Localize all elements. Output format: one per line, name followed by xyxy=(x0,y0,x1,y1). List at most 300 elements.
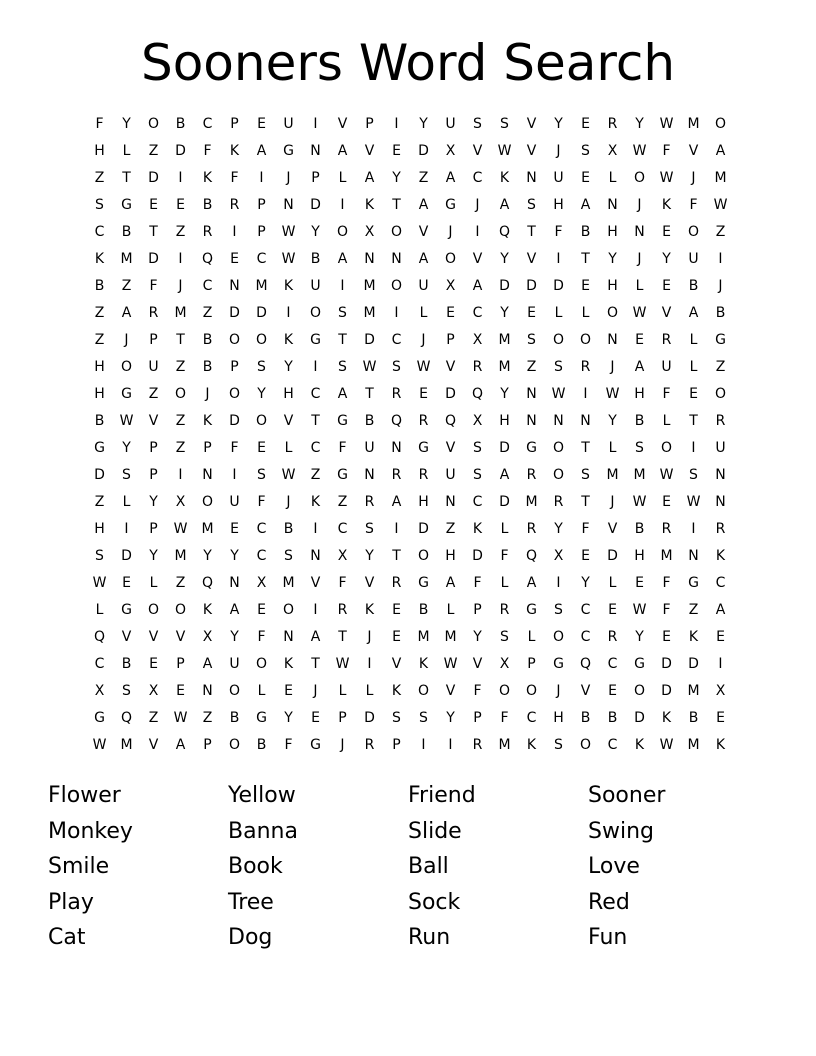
grid-letter: X xyxy=(445,143,456,159)
word-list-item: Red xyxy=(588,889,630,915)
grid-letter: S xyxy=(122,467,131,483)
grid-letter: T xyxy=(581,251,590,267)
grid-letter: O xyxy=(633,170,646,186)
grid-letter: L xyxy=(338,170,347,186)
grid-letter: W xyxy=(632,305,647,321)
grid-letter: M xyxy=(282,575,295,591)
grid-letter: Y xyxy=(554,116,563,132)
grid-letter: S xyxy=(689,467,698,483)
grid-letter: C xyxy=(94,656,105,672)
grid-letter: C xyxy=(310,440,321,456)
grid-letter: A xyxy=(310,629,321,645)
grid-letter: A xyxy=(391,494,402,510)
grid-letter: N xyxy=(607,197,618,213)
grid-letter: V xyxy=(391,656,402,672)
grid-letter: D xyxy=(607,548,618,564)
grid-letter: I xyxy=(394,305,399,321)
grid-letter: Z xyxy=(175,575,186,591)
grid-letter: O xyxy=(579,332,592,348)
grid-letter: E xyxy=(257,602,266,618)
word-list-item: Smile xyxy=(48,854,110,879)
grid-letter: C xyxy=(256,548,267,564)
grid-letter: O xyxy=(552,440,565,456)
grid-letter: W xyxy=(92,737,107,753)
grid-letter: Q xyxy=(93,629,106,645)
grid-letter: E xyxy=(392,629,401,645)
grid-letter: L xyxy=(365,683,374,699)
grid-letter: H xyxy=(94,521,105,537)
grid-letter: M xyxy=(525,494,538,510)
grid-letter: R xyxy=(526,467,537,483)
grid-letter: S xyxy=(338,305,347,321)
grid-letter: T xyxy=(338,332,347,348)
word-list-item: Slide xyxy=(408,818,462,844)
grid-letter: D xyxy=(472,548,483,564)
grid-letter: A xyxy=(202,656,213,672)
grid-letter: M xyxy=(687,116,700,132)
grid-letter: B xyxy=(202,359,213,375)
grid-letter: G xyxy=(688,575,699,591)
word-list-item: Cat xyxy=(48,925,86,950)
grid-letter: Z xyxy=(148,710,159,726)
grid-letter: X xyxy=(607,143,618,159)
word-list-item: Dog xyxy=(228,925,273,950)
grid-letter: K xyxy=(364,602,375,618)
grid-letter: W xyxy=(659,467,674,483)
grid-letter: H xyxy=(634,386,645,402)
grid-letter: B xyxy=(94,278,105,294)
grid-letter: K xyxy=(418,656,429,672)
grid-letter: W xyxy=(632,494,647,510)
grid-letter: G xyxy=(94,440,105,456)
grid-letter: G xyxy=(337,467,348,483)
grid-letter: R xyxy=(715,521,726,537)
grid-letter: R xyxy=(337,602,348,618)
grid-letter: F xyxy=(338,575,347,591)
grid-letter: I xyxy=(421,737,426,753)
grid-letter: F xyxy=(149,278,158,294)
grid-letter: N xyxy=(310,143,321,159)
grid-letter: D xyxy=(526,278,537,294)
grid-letter: Q xyxy=(525,548,538,564)
grid-letter: K xyxy=(364,197,375,213)
grid-letter: F xyxy=(338,440,347,456)
grid-letter: I xyxy=(367,656,372,672)
grid-letter: Y xyxy=(392,170,401,186)
grid-letter: L xyxy=(554,305,563,321)
grid-letter: C xyxy=(202,278,213,294)
grid-letter: O xyxy=(606,305,619,321)
grid-letter: B xyxy=(202,197,213,213)
grid-letter: O xyxy=(417,548,430,564)
grid-letter: F xyxy=(284,737,293,753)
grid-letter: D xyxy=(445,386,456,402)
grid-letter: N xyxy=(229,278,240,294)
grid-letter: K xyxy=(202,413,213,429)
grid-letter: V xyxy=(472,143,483,159)
grid-letter: M xyxy=(633,467,646,483)
grid-letter: W xyxy=(92,575,107,591)
grid-letter: J xyxy=(637,251,642,267)
grid-letter: D xyxy=(256,305,267,321)
grid-letter: S xyxy=(581,467,590,483)
grid-letter: T xyxy=(581,494,590,510)
grid-letter: W xyxy=(281,467,296,483)
grid-letter: S xyxy=(95,197,104,213)
grid-letter: I xyxy=(718,251,723,267)
grid-letter: E xyxy=(635,332,644,348)
grid-letter: U xyxy=(229,494,240,510)
grid-letter: E xyxy=(608,602,617,618)
grid-letter: X xyxy=(553,548,564,564)
grid-letter: W xyxy=(659,116,674,132)
grid-letter: K xyxy=(283,332,294,348)
word-list-item: Love xyxy=(588,854,640,879)
grid-letter: R xyxy=(472,737,483,753)
grid-letter: M xyxy=(498,737,511,753)
grid-letter: V xyxy=(472,251,483,267)
grid-letter: N xyxy=(553,413,564,429)
grid-letter: F xyxy=(95,116,104,132)
grid-letter: S xyxy=(122,683,131,699)
grid-letter: D xyxy=(418,521,429,537)
grid-letter: O xyxy=(660,440,673,456)
grid-letter: E xyxy=(662,278,671,294)
grid-letter: M xyxy=(687,683,700,699)
grid-letter: A xyxy=(121,305,132,321)
grid-letter: B xyxy=(202,332,213,348)
grid-letter: J xyxy=(691,170,696,186)
grid-letter: C xyxy=(580,629,591,645)
grid-letter: L xyxy=(284,440,293,456)
grid-letter: N xyxy=(229,575,240,591)
grid-letter: S xyxy=(473,440,482,456)
grid-letter: K xyxy=(229,143,240,159)
word-list-item: Friend xyxy=(408,783,476,808)
grid-letter: X xyxy=(499,656,510,672)
grid-letter: V xyxy=(337,116,348,132)
grid-letter: S xyxy=(635,440,644,456)
grid-letter: X xyxy=(445,278,456,294)
grid-letter: W xyxy=(173,710,188,726)
grid-letter: X xyxy=(94,683,105,699)
grid-letter: Q xyxy=(498,224,511,240)
grid-letter: K xyxy=(283,278,294,294)
grid-letter: R xyxy=(607,629,618,645)
word-list-item: Run xyxy=(408,925,451,950)
grid-letter: V xyxy=(283,413,294,429)
grid-letter: O xyxy=(444,251,457,267)
grid-letter: Y xyxy=(500,386,509,402)
grid-letter: N xyxy=(580,413,591,429)
grid-letter: V xyxy=(364,143,375,159)
grid-letter: W xyxy=(281,251,296,267)
grid-letter: M xyxy=(498,359,511,375)
grid-letter: U xyxy=(445,467,456,483)
grid-letter: U xyxy=(553,170,564,186)
grid-letter: J xyxy=(340,737,345,753)
grid-letter: N xyxy=(202,683,213,699)
grid-letter: E xyxy=(689,386,698,402)
grid-letter: Q xyxy=(120,710,133,726)
grid-letter: S xyxy=(554,602,563,618)
grid-letter: G xyxy=(121,386,132,402)
grid-letter: A xyxy=(337,251,348,267)
grid-letter: Y xyxy=(149,548,158,564)
grid-letter: W xyxy=(659,170,674,186)
grid-letter: E xyxy=(608,683,617,699)
grid-letter: E xyxy=(581,278,590,294)
grid-letter: G xyxy=(121,197,132,213)
grid-letter: I xyxy=(313,359,318,375)
grid-letter: K xyxy=(661,197,672,213)
grid-letter: V xyxy=(445,683,456,699)
grid-letter: O xyxy=(282,602,295,618)
grid-letter: A xyxy=(715,143,726,159)
grid-letter: N xyxy=(715,494,726,510)
grid-letter: N xyxy=(526,170,537,186)
grid-letter: D xyxy=(229,305,240,321)
grid-letter: Z xyxy=(418,170,429,186)
grid-letter: S xyxy=(473,467,482,483)
grid-letter: F xyxy=(500,710,509,726)
grid-letter: J xyxy=(178,278,183,294)
grid-letter: G xyxy=(553,656,564,672)
grid-letter: Z xyxy=(175,224,186,240)
grid-letter: V xyxy=(310,575,321,591)
grid-letter: W xyxy=(659,737,674,753)
grid-letter: B xyxy=(310,251,321,267)
grid-letter: Y xyxy=(149,494,158,510)
grid-letter: W xyxy=(686,494,701,510)
grid-letter: E xyxy=(230,251,239,267)
grid-letter: F xyxy=(662,143,671,159)
grid-letter: V xyxy=(175,629,186,645)
grid-letter: R xyxy=(526,521,537,537)
grid-letter: C xyxy=(607,737,618,753)
grid-letter: A xyxy=(337,386,348,402)
grid-letter: B xyxy=(634,413,645,429)
grid-letter: Y xyxy=(122,116,131,132)
grid-letter: Q xyxy=(201,575,214,591)
grid-letter: M xyxy=(714,170,727,186)
grid-letter: K xyxy=(391,683,402,699)
grid-letter: Z xyxy=(310,467,321,483)
grid-letter: D xyxy=(148,170,159,186)
grid-letter: B xyxy=(634,521,645,537)
grid-letter: O xyxy=(633,683,646,699)
grid-letter: N xyxy=(283,629,294,645)
grid-letter: I xyxy=(556,575,561,591)
grid-letter: L xyxy=(122,143,131,159)
grid-letter: K xyxy=(94,251,105,267)
grid-letter: P xyxy=(473,710,482,726)
grid-letter: B xyxy=(607,710,618,726)
grid-letter: T xyxy=(311,656,320,672)
grid-letter: G xyxy=(445,197,456,213)
word-list-item: Banna xyxy=(228,818,298,844)
word-list-item: Flower xyxy=(48,783,121,808)
grid-letter: Y xyxy=(203,548,212,564)
grid-letter: E xyxy=(419,386,428,402)
grid-letter: B xyxy=(175,116,186,132)
grid-letter: D xyxy=(310,197,321,213)
grid-letter: S xyxy=(581,143,590,159)
grid-letter: M xyxy=(363,278,376,294)
grid-letter: E xyxy=(581,548,590,564)
grid-letter: Z xyxy=(94,494,105,510)
grid-letter: M xyxy=(687,737,700,753)
grid-letter: D xyxy=(661,656,672,672)
grid-letter: Z xyxy=(715,224,726,240)
grid-letter: O xyxy=(714,116,727,132)
grid-letter: D xyxy=(148,251,159,267)
grid-letter: L xyxy=(500,521,509,537)
grid-letter: H xyxy=(283,386,294,402)
grid-letter: Y xyxy=(257,386,266,402)
grid-letter: M xyxy=(174,548,187,564)
grid-letter: O xyxy=(228,737,241,753)
word-list-item: Yellow xyxy=(228,783,296,808)
grid-letter: D xyxy=(499,440,510,456)
grid-letter: X xyxy=(337,548,348,564)
grid-letter: O xyxy=(687,224,700,240)
grid-letter: I xyxy=(124,521,129,537)
grid-letter: Y xyxy=(419,116,428,132)
grid-letter: B xyxy=(418,602,429,618)
grid-letter: O xyxy=(174,386,187,402)
grid-letter: M xyxy=(444,629,457,645)
grid-letter: H xyxy=(94,143,105,159)
grid-letter: N xyxy=(391,440,402,456)
grid-letter: X xyxy=(364,224,375,240)
grid-letter: O xyxy=(255,413,268,429)
grid-letter: K xyxy=(661,710,672,726)
grid-letter: B xyxy=(715,305,726,321)
grid-letter: T xyxy=(176,332,185,348)
grid-letter: C xyxy=(715,575,726,591)
grid-letter: K xyxy=(688,629,699,645)
grid-letter: J xyxy=(286,494,291,510)
grid-letter: Y xyxy=(230,629,239,645)
grid-letter: I xyxy=(232,467,237,483)
grid-letter: T xyxy=(581,440,590,456)
grid-letter: M xyxy=(498,332,511,348)
grid-letter: L xyxy=(635,278,644,294)
grid-letter: S xyxy=(500,116,509,132)
grid-letter: B xyxy=(256,737,267,753)
grid-letter: E xyxy=(284,683,293,699)
grid-letter: J xyxy=(286,170,291,186)
grid-letter: B xyxy=(688,278,699,294)
grid-letter: Q xyxy=(579,656,592,672)
grid-letter: Q xyxy=(471,386,484,402)
grid-letter: Y xyxy=(500,251,509,267)
grid-letter: T xyxy=(365,386,374,402)
grid-letter: O xyxy=(255,332,268,348)
grid-letter: V xyxy=(526,143,537,159)
grid-letter: W xyxy=(551,386,566,402)
grid-letter: H xyxy=(607,224,618,240)
grid-letter: V xyxy=(148,413,159,429)
grid-letter: Z xyxy=(148,386,159,402)
grid-letter: D xyxy=(364,710,375,726)
grid-letter: E xyxy=(581,116,590,132)
grid-letter: L xyxy=(581,305,590,321)
grid-letter: V xyxy=(607,521,618,537)
grid-letter: I xyxy=(448,737,453,753)
grid-letter: W xyxy=(443,656,458,672)
grid-letter: Z xyxy=(202,305,213,321)
grid-letter: E xyxy=(662,494,671,510)
grid-letter: F xyxy=(473,683,482,699)
grid-letter: C xyxy=(526,710,537,726)
grid-letter: Z xyxy=(148,143,159,159)
grid-letter: O xyxy=(390,224,403,240)
grid-letter: A xyxy=(418,197,429,213)
grid-letter: S xyxy=(365,521,374,537)
grid-letter: P xyxy=(257,224,266,240)
grid-letter: S xyxy=(392,359,401,375)
grid-letter: H xyxy=(94,359,105,375)
grid-letter: A xyxy=(445,170,456,186)
grid-letter: B xyxy=(283,521,294,537)
grid-letter: A xyxy=(472,278,483,294)
grid-letter: P xyxy=(149,521,158,537)
grid-letter: E xyxy=(257,440,266,456)
grid-letter: I xyxy=(313,602,318,618)
grid-letter: A xyxy=(364,170,375,186)
grid-letter: R xyxy=(661,521,672,537)
grid-letter: W xyxy=(632,602,647,618)
grid-letter: P xyxy=(527,656,536,672)
grid-letter: A xyxy=(688,305,699,321)
grid-letter: B xyxy=(580,710,591,726)
grid-letter: Z xyxy=(175,440,186,456)
grid-letter: W xyxy=(281,224,296,240)
grid-letter: B xyxy=(229,710,240,726)
grid-letter: J xyxy=(124,332,129,348)
grid-letter: I xyxy=(178,170,183,186)
grid-letter: D xyxy=(688,656,699,672)
grid-letter: J xyxy=(475,197,480,213)
word-list xyxy=(48,778,768,956)
grid-letter: C xyxy=(472,170,483,186)
grid-letter: F xyxy=(581,521,590,537)
grid-letter: Z xyxy=(94,170,105,186)
grid-letter: P xyxy=(176,656,185,672)
grid-letter: Z xyxy=(526,359,537,375)
grid-letter: B xyxy=(121,224,132,240)
word-list-item: Book xyxy=(228,854,283,879)
grid-letter: R xyxy=(391,575,402,591)
grid-letter: W xyxy=(605,386,620,402)
grid-letter: G xyxy=(283,143,294,159)
grid-letter: Y xyxy=(662,251,671,267)
grid-letter: F xyxy=(230,440,239,456)
grid-letter: R xyxy=(364,494,375,510)
grid-letter: Z xyxy=(688,602,699,618)
grid-letter: O xyxy=(174,602,187,618)
grid-letter: G xyxy=(418,575,429,591)
grid-letter: E xyxy=(176,683,185,699)
grid-letter: U xyxy=(148,359,159,375)
grid-letter: N xyxy=(202,467,213,483)
grid-letter: B xyxy=(364,413,375,429)
grid-letter: E xyxy=(716,710,725,726)
grid-letter: L xyxy=(689,359,698,375)
grid-letter: Z xyxy=(94,332,105,348)
